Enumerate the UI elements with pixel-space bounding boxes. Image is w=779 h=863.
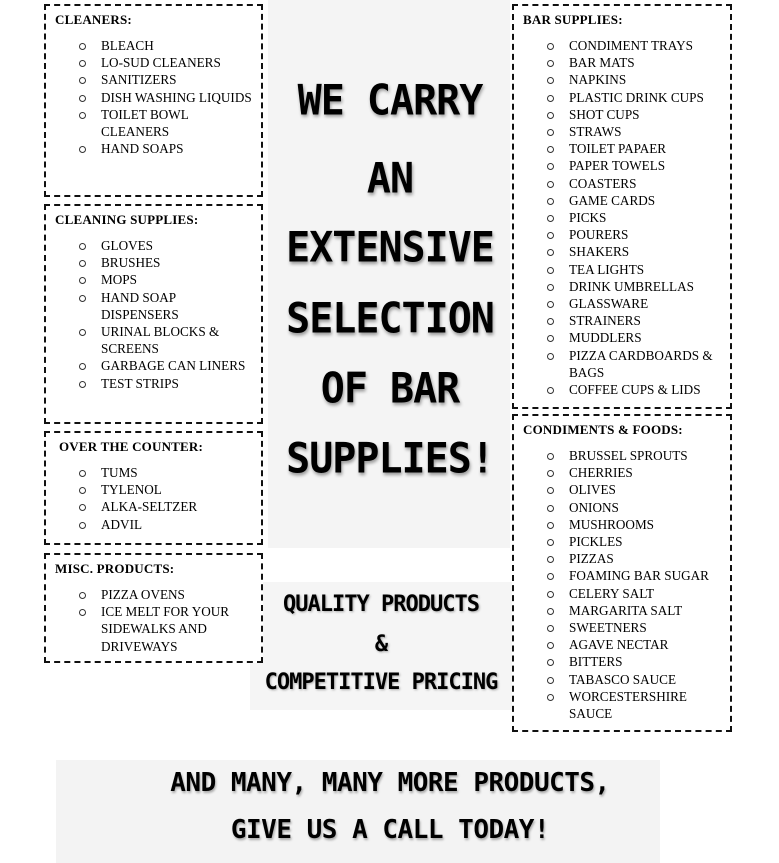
bullet-icon [547,232,554,239]
list-item-label: GARBAGE CAN LINERS [101,358,246,374]
list-item [547,37,722,54]
bullet-icon [547,43,554,50]
list-item-label: MOPS [101,272,137,288]
list-item-label: WORCESTERSHIRE SAUCE [569,688,687,722]
bullet-icon [547,353,554,360]
list-item [79,357,253,374]
list-item-label: GLASSWARE [569,296,649,312]
over-the-counter-list [55,464,253,533]
bullet-icon [547,129,554,136]
bullet-icon [547,591,554,598]
bullet-icon [79,277,86,284]
list-item-label: HAND SOAP DISPENSERS [101,289,179,322]
bullet-icon [547,642,554,649]
bullet-icon [79,363,86,370]
list-item [547,157,722,174]
bullet-icon [547,677,554,684]
headline-line-2: AN [366,154,414,204]
cleaning-supplies-list [55,237,253,392]
bullet-icon [547,694,554,701]
list-item-label: GLOVES [101,238,154,253]
list-item [547,602,722,619]
list-item-label: COFFEE CUPS & LIDS [569,382,701,398]
bullet-icon [547,522,554,529]
list-item-label: TUMS [101,465,138,480]
list-item [547,619,722,636]
list-item [79,289,253,323]
list-item [79,89,253,106]
list-item [547,106,722,123]
bullet-icon [547,335,554,342]
bullet-icon [547,198,554,205]
list-item-label: LO-SUD CLEANERS [101,55,221,71]
list-item [547,54,722,71]
list-item-label: TYLENOL [101,482,162,498]
list-item [79,237,253,254]
bullet-icon [547,249,554,256]
bullet-icon [79,260,86,267]
headline-line-5: OF BAR [320,364,460,414]
bullet-icon [547,470,554,477]
headline-line-6: SUPPLIES! [286,434,494,484]
list-item-label: NAPKINS [569,72,627,88]
list-item-label: GAME CARDS [569,192,656,208]
list-item [547,516,722,533]
list-item-label: ADVIL [101,516,143,532]
tagline-pricing: COMPETITIVE PRICING [264,670,498,695]
list-item-label: TOILET BOWL CLEANERS [101,106,189,140]
list-item-label: DRINK UMBRELLAS [569,278,694,294]
list-item-label: PIZZAS [569,551,614,567]
list-item [547,671,722,688]
list-item [547,175,722,192]
list-item-label: CHERRIES [569,465,633,481]
list-item-label: PIZZA CARDBOARDS & BAGS [569,347,713,380]
list-item [547,209,722,226]
list-item [547,192,722,209]
bullet-icon [79,243,86,250]
list-item [79,37,253,54]
list-item [547,89,722,106]
bullet-icon [79,112,86,119]
list-item [547,481,722,498]
bullet-icon [79,60,86,67]
list-item-label: PICKLES [569,534,623,550]
cleaning-supplies-box [44,204,263,424]
bullet-icon [79,470,86,477]
bullet-icon [547,60,554,67]
cleaners-list [55,37,253,157]
list-item [547,499,722,516]
list-item-label: MARGARITA SALT [569,602,683,618]
list-item-label: COASTERS [569,175,637,191]
footer-line-1: AND MANY, MANY MORE PRODUCTS, [170,768,610,798]
list-item [79,375,253,392]
bar-supplies-box [512,4,732,409]
list-item-label: URINAL BLOCKS & SCREENS [101,324,220,357]
list-item [547,261,722,278]
list-item [547,226,722,243]
list-item [547,312,722,329]
list-item-label: ICE MELT FOR YOUR SIDEWALKS AND DRIVEWAYS [101,604,230,654]
bullet-icon [547,608,554,615]
list-item-label: PAPER TOWELS [569,158,666,174]
bullet-icon [79,146,86,153]
misc-products-box [44,553,263,663]
bullet-icon [547,301,554,308]
list-item [547,533,722,550]
headline-line-1: WE CARRY [297,76,483,126]
headline-line-4: SELECTION [286,294,494,344]
list-item-label: ONIONS [569,499,619,515]
bullet-icon [547,453,554,460]
list-item-label: TOILET PAPAER [569,141,667,157]
list-item [79,71,253,88]
bullet-icon [79,592,86,599]
bullet-icon [547,181,554,188]
list-item-label: SHOT CUPS [569,106,640,122]
bullet-icon [79,329,86,336]
list-item-label: MUSHROOMS [569,516,655,532]
list-item-label: SANITIZERS [101,72,177,88]
list-item-label: MUDDLERS [569,330,642,346]
list-item [547,653,722,670]
list-item [79,54,253,71]
cleaners-title: CLEANERS: [55,12,132,27]
list-item [547,636,722,653]
bullet-icon [547,387,554,394]
list-item [547,381,722,398]
bullet-icon [79,609,86,616]
list-item-label: PLASTIC DRINK CUPS [569,89,704,105]
list-item [547,329,722,346]
list-item-label: POURERS [569,227,629,243]
list-item [79,254,253,271]
tagline-ampersand: & [374,632,388,657]
bullet-icon [547,625,554,632]
bullet-icon [547,573,554,580]
list-item [79,271,253,288]
list-item-label: SHAKERS [569,244,630,260]
bullet-icon [547,77,554,84]
bullet-icon [547,112,554,119]
list-item-label: OLIVES [569,482,616,498]
bullet-icon [547,284,554,291]
list-item-label: PICKS [569,210,607,226]
list-item [547,585,722,602]
list-item [547,567,722,584]
cleaners-box [44,4,263,197]
list-item [547,347,722,381]
misc-products-list [55,586,253,655]
list-item [547,550,722,567]
list-item-label: BITTERS [569,654,623,670]
list-item-label: CELERY SALT [569,585,655,601]
list-item-label: TABASCO SAUCE [569,671,677,687]
bullet-icon [547,556,554,563]
footer-line-2: GIVE US A CALL TODAY! [230,815,550,845]
misc-products-title: MISC. PRODUCTS: [55,561,175,576]
list-item-label: TEA LIGHTS [569,261,645,277]
bullet-icon [547,267,554,274]
list-item-label: BLEACH [101,38,154,53]
list-item [79,481,253,498]
list-item [547,295,722,312]
condiments-foods-title: CONDIMENTS & FOODS: [523,422,683,437]
condiments-foods-list [523,447,722,722]
list-item-label: DISH WASHING LIQUIDS [101,89,252,105]
bullet-icon [547,318,554,325]
bullet-icon [547,146,554,153]
tagline-quality: QUALITY PRODUCTS [283,592,479,617]
list-item-label: PIZZA OVENS [101,587,185,602]
bullet-icon [79,77,86,84]
list-item-label: FOAMING BAR SUGAR [569,568,709,584]
list-item [79,603,253,655]
over-the-counter-title: OVER THE COUNTER: [59,439,204,454]
list-item [547,278,722,295]
bullet-icon [547,95,554,102]
bullet-icon [547,539,554,546]
bullet-icon [79,487,86,494]
list-item [547,464,722,481]
list-item [79,498,253,515]
list-item-label: AGAVE NECTAR [569,637,669,653]
list-item [79,323,253,357]
bullet-icon [547,487,554,494]
bullet-icon [79,522,86,529]
condiments-foods-box [512,414,732,732]
headline-line-3: EXTENSIVE [286,223,494,273]
list-item-label: BRUSSEL SPROUTS [569,448,688,463]
list-item-label: ALKA-SELTZER [101,499,198,515]
bar-supplies-title: BAR SUPPLIES: [523,12,623,27]
list-item [547,140,722,157]
bullet-icon [547,163,554,170]
list-item-label: STRAINERS [569,313,641,329]
list-item [547,447,722,464]
list-item [547,243,722,260]
bullet-icon [79,43,86,50]
list-item-label: BAR MATS [569,55,635,71]
list-item-label: BRUSHES [101,255,161,271]
list-item [547,71,722,88]
list-item [79,516,253,533]
bullet-icon [547,215,554,222]
list-item [547,123,722,140]
bar-supplies-list [523,37,722,398]
list-item-label: CONDIMENT TRAYS [569,38,693,53]
list-item [79,106,253,140]
list-item-label: HAND SOAPS [101,141,184,157]
over-the-counter-box [44,431,263,545]
list-item [79,464,253,481]
bullet-icon [79,504,86,511]
list-item-label: SWEETNERS [569,620,647,636]
bullet-icon [79,295,86,302]
list-item [79,586,253,603]
list-item-label: STRAWS [569,124,622,140]
bullet-icon [547,659,554,666]
bullet-icon [547,505,554,512]
cleaning-supplies-title: CLEANING SUPPLIES: [55,212,199,227]
bullet-icon [79,95,86,102]
list-item [547,688,722,722]
list-item-label: TEST STRIPS [101,375,179,391]
bullet-icon [79,381,86,388]
list-item [79,140,253,157]
